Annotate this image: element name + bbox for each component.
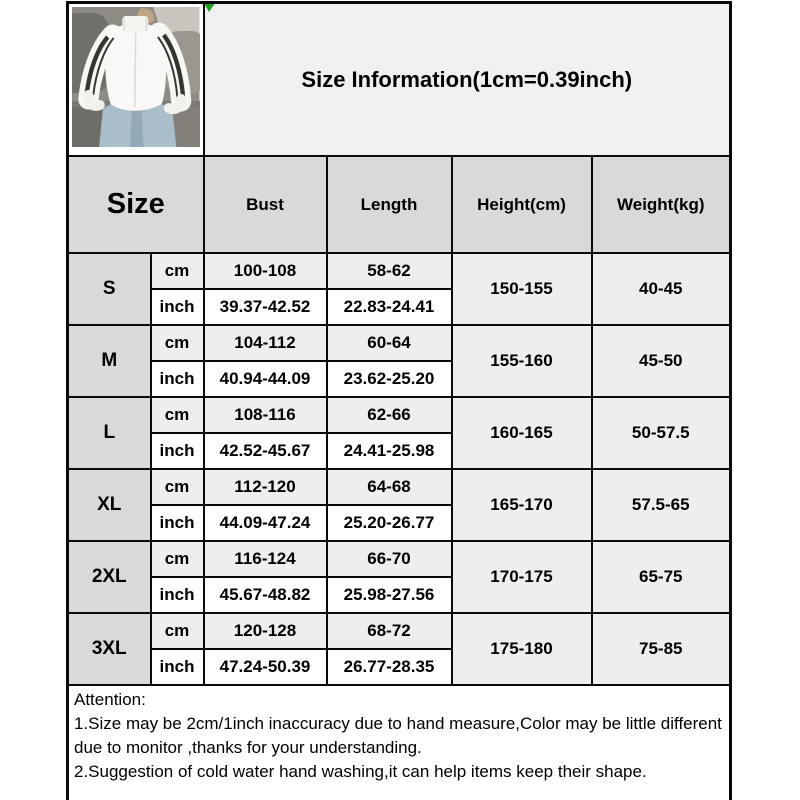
size-table <box>66 1 732 800</box>
weight-value: 40-45 <box>592 253 731 325</box>
length-inch-value: 25.20-26.77 <box>327 505 452 541</box>
height-value: 165-170 <box>452 469 592 541</box>
unit-label: cm <box>151 541 204 577</box>
title-cell <box>204 3 731 157</box>
table-row-2xl-cm <box>68 541 731 577</box>
height-value: 155-160 <box>452 325 592 397</box>
unit-label: cm <box>151 397 204 433</box>
length-cm-value: 62-66 <box>327 397 452 433</box>
size-label-l: L <box>68 397 151 469</box>
header-size: Size <box>68 156 204 253</box>
unit-label: inch <box>151 577 204 613</box>
product-photo <box>72 7 200 147</box>
table-row-xl-cm <box>68 469 731 505</box>
attention-note-1: 1.Size may be 2cm/1inch inaccuracy due to hand measure,Color may be little different due to monitor ,thanks for your understanding. <box>74 714 722 757</box>
table-row-l-cm <box>68 397 731 433</box>
weight-value: 65-75 <box>592 541 731 613</box>
bust-inch-value: 45.67-48.82 <box>204 577 327 613</box>
length-cm-value: 58-62 <box>327 253 452 289</box>
unit-label: cm <box>151 325 204 361</box>
length-cm-value: 60-64 <box>327 325 452 361</box>
green-corner-marker <box>205 4 215 12</box>
size-label-3xl: 3XL <box>68 613 151 685</box>
bust-cm-value: 112-120 <box>204 469 327 505</box>
length-inch-value: 22.83-24.41 <box>327 289 452 325</box>
attention-note-2: 2.Suggestion of cold water hand washing,it can help items keep their shape. <box>74 762 647 781</box>
page-title: Size Information(1cm=0.39inch) <box>301 66 633 92</box>
height-value: 175-180 <box>452 613 592 685</box>
bust-cm-value: 100-108 <box>204 253 327 289</box>
size-label-s: S <box>68 253 151 325</box>
header-length: Length <box>327 156 452 253</box>
weight-value: 57.5-65 <box>592 469 731 541</box>
bust-inch-value: 40.94-44.09 <box>204 361 327 397</box>
height-value: 160-165 <box>452 397 592 469</box>
table-row-3xl-cm <box>68 613 731 649</box>
height-value: 150-155 <box>452 253 592 325</box>
length-inch-value: 23.62-25.20 <box>327 361 452 397</box>
unit-label: inch <box>151 289 204 325</box>
attention-heading: Attention: <box>74 690 146 709</box>
unit-label: inch <box>151 649 204 685</box>
table-row-m-cm <box>68 325 731 361</box>
height-value: 170-175 <box>452 541 592 613</box>
header-height: Height(cm) <box>452 156 592 253</box>
unit-label: cm <box>151 253 204 289</box>
bust-cm-value: 104-112 <box>204 325 327 361</box>
size-label-m: M <box>68 325 151 397</box>
header-weight: Weight(kg) <box>592 156 731 253</box>
photo-cell <box>68 3 204 157</box>
bust-cm-value: 116-124 <box>204 541 327 577</box>
length-cm-value: 68-72 <box>327 613 452 649</box>
bust-inch-value: 42.52-45.67 <box>204 433 327 469</box>
length-cm-value: 66-70 <box>327 541 452 577</box>
weight-value: 45-50 <box>592 325 731 397</box>
size-label-xl: XL <box>68 469 151 541</box>
length-inch-value: 24.41-25.98 <box>327 433 452 469</box>
size-label-2xl: 2XL <box>68 541 151 613</box>
table-row-s-cm <box>68 253 731 289</box>
unit-label: inch <box>151 433 204 469</box>
bust-inch-value: 39.37-42.52 <box>204 289 327 325</box>
bust-cm-value: 120-128 <box>204 613 327 649</box>
length-cm-value: 64-68 <box>327 469 452 505</box>
length-inch-value: 26.77-28.35 <box>327 649 452 685</box>
unit-label: cm <box>151 469 204 505</box>
attention-box <box>68 685 731 800</box>
unit-label: cm <box>151 613 204 649</box>
bust-cm-value: 108-116 <box>204 397 327 433</box>
weight-value: 75-85 <box>592 613 731 685</box>
bust-inch-value: 47.24-50.39 <box>204 649 327 685</box>
unit-label: inch <box>151 505 204 541</box>
header-bust: Bust <box>204 156 327 253</box>
length-inch-value: 25.98-27.56 <box>327 577 452 613</box>
weight-value: 50-57.5 <box>592 397 731 469</box>
bust-inch-value: 44.09-47.24 <box>204 505 327 541</box>
unit-label: inch <box>151 361 204 397</box>
